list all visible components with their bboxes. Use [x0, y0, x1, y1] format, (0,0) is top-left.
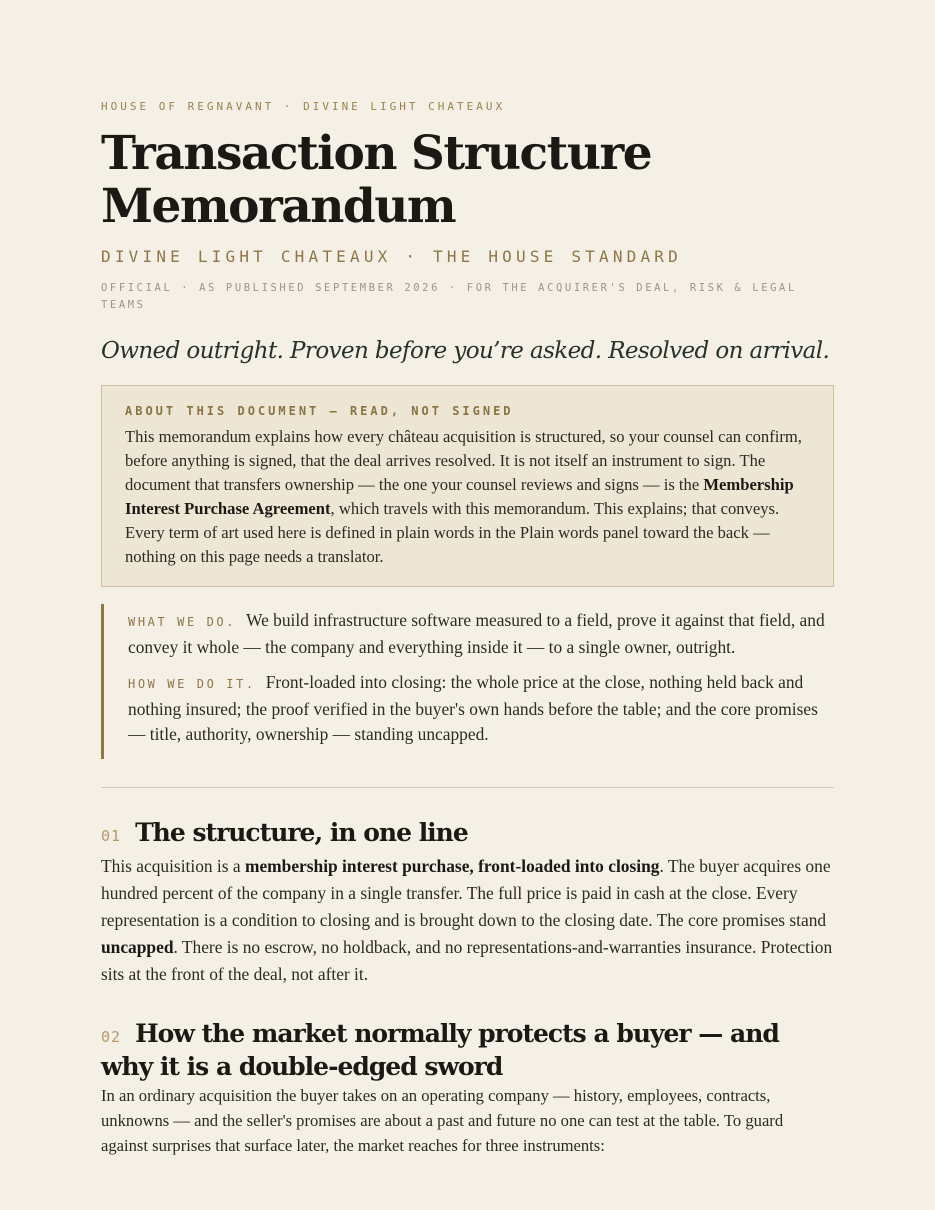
section-number: 01: [101, 827, 122, 845]
about-document-panel: [101, 385, 834, 587]
section-body: In an ordinary acquisition the buyer takes on an operating company — history, employees, contracts, unknowns — and the seller's promises are about a past and future no one can test at the table. To guard against surprises that surface later, the market reaches for three instruments:: [101, 1086, 784, 1155]
tagline: Owned outright. Proven before you’re asked. Resolved on arrival.: [101, 338, 830, 364]
body-text: . There is no escrow, no holdback, and no representations-and-warranties insurance. Protection sits at the front of the deal, not after it.: [101, 937, 833, 984]
pillar-text: Front-loaded into closing: the whole price at the close, nothing held back and nothing insured; the proof verified in the buyer's own hands before the table; and the core promises — title, authority, ownership — standing uncapped.: [128, 672, 818, 744]
section-body: [101, 853, 834, 988]
body-text: This acquisition is a: [101, 856, 245, 876]
divider: [101, 787, 834, 788]
section-02: [101, 1019, 834, 1158]
publication-meta: OFFICIAL · AS PUBLISHED SEPTEMBER 2026 · FOR THE ACQUIRER'S DEAL, RISK & LEGAL TEAMS: [101, 282, 797, 311]
pillar-tag: HOW WE DO IT.: [128, 677, 256, 691]
agreement-name: Membership Interest Purchase Agreement: [125, 475, 794, 518]
pillar-what-we-do: [128, 608, 834, 660]
about-heading: ABOUT THIS DOCUMENT — READ, NOT SIGNED: [125, 404, 514, 418]
title-line-1: Transaction Structure: [101, 126, 652, 181]
page-title: [101, 127, 834, 233]
house-eyebrow: HOUSE OF REGNAVANT · DIVINE LIGHT CHATEAUX: [101, 100, 506, 113]
pillar-tag: WHAT WE DO.: [128, 615, 237, 629]
pillars-block: [101, 604, 834, 759]
title-line-2: Memorandum: [101, 179, 456, 234]
pillar-how-we-do-it: [128, 670, 834, 747]
section-title: How the market normally protects a buyer — and why it is a double-edged sword: [101, 1019, 779, 1081]
section-heading: [101, 1019, 834, 1081]
body-text: . The buyer acquires one hundred percent of the company in a single transfer. The full price is paid in cash at the close. Every representation is a condition to closing and is brought down to the closing date. The core promises stand: [101, 856, 831, 930]
section-heading: [101, 818, 834, 851]
section-number: 02: [101, 1028, 122, 1046]
about-body: [125, 425, 810, 569]
section-title: The structure, in one line: [135, 818, 468, 847]
section-01: [101, 818, 834, 988]
pillar-text: We build infrastructure software measured to a field, prove it against that field, and convey it whole — the company and everything inside it — to a single owner, outright.: [128, 610, 825, 657]
body-emphasis: uncapped: [101, 937, 174, 957]
memorandum-page: [101, 0, 834, 1158]
about-text: This memorandum explains how every château acquisition is structured, so your counsel can confirm, before anything is signed, that the deal arrives resolved. It is not itself an instrument to sign. The document that transfers ownership — the one your counsel reviews and signs — is the: [125, 427, 802, 494]
body-emphasis: membership interest purchase, front-loaded into closing: [244, 856, 660, 876]
about-text-end: , which travels with this memorandum. This explains; that conveys. Every term of art used here is defined in plain words in the Plain words panel toward the back — nothing on this page needs a translator.: [125, 499, 780, 566]
subtitle: DIVINE LIGHT CHATEAUX · THE HOUSE STANDARD: [101, 247, 682, 266]
